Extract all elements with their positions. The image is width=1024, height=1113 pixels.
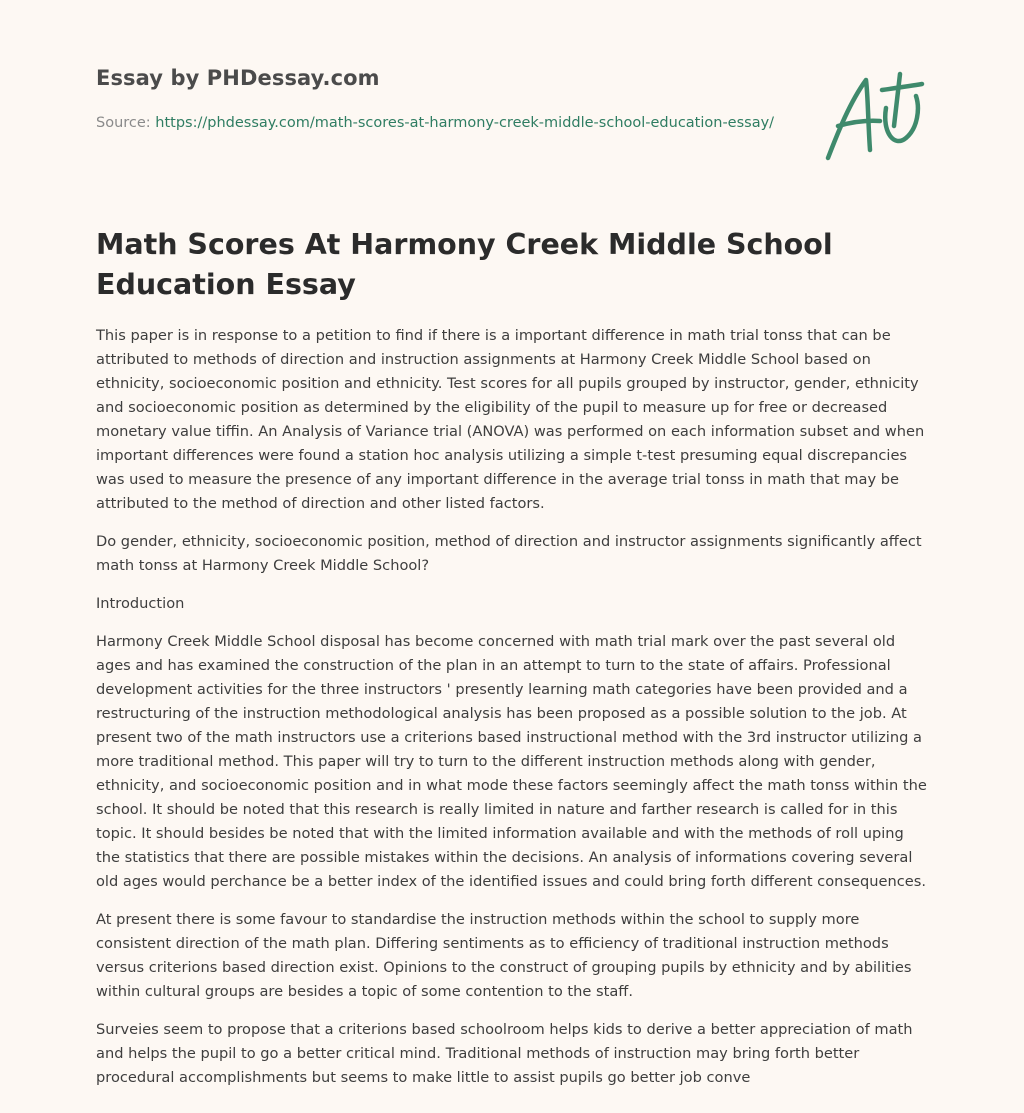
paragraph: Harmony Creek Middle School disposal has become concerned with math trial mark over the past several old ages and has examined the construction of the plan in an attempt to turn to the state of affairs. Professional development activities for the three instructors ' presently learning math categories have been provided and a restructuring of the instruction methodological analysis has been proposed as a possible solution to the job. At present two of the math instructors use a criterions based instructional method with the 3rd instructor utilizing a more traditional method. This paper will try to turn to the different instruction methods along with gender, ethnicity, and socioeconomic position and in what mode these factors seemingly affect the math tonss within the school. It should be noted that this research is really limited in nature and farther research is called for in this topic. It should besides be noted that with the limited information available and with the methods of roll uping the statistics that there are possible mistakes within the decisions. An analysis of informations covering several old ages would perchance be a better index of the identified issues and could bring forth different consequences. [96,633,927,890]
source-link[interactable]: https://phdessay.com/math-scores-at-harmony-creek-middle-school-education-essay/ [155,115,775,131]
section-heading: Introduction [96,595,185,612]
paragraph: At present there is some favour to standardise the instruction methods within the school to supply more consistent direction of the math plan. Differing sentiments as to efficiency of traditional instruction methods versus criterions based direction exist. Opinions to the construct of grouping pupils by ethnicity and by abilities within cultural groups are besides a topic of some contention to the staff. [96,911,912,1000]
source-line [96,111,776,135]
paragraph: Do gender, ethnicity, socioeconomic position, method of direction and instructor assignments significantly affect math tonss at Harmony Creek Middle School? [96,533,922,574]
site-brand: Essay by PHDessay.com [96,66,380,90]
a-plus-logo-icon [824,66,928,166]
source-label: Source: [96,115,151,131]
paragraph: This paper is in response to a petition to find if there is a important difference in math trial tonss that can be attributed to methods of direction and instruction assignments at Harmony Creek Middle School based on ethnicity, socioeconomic position and ethnicity. Test scores for all pupils grouped by instructor, gender, ethnicity and socioeconomic position as determined by the eligibility of the pupil to measure up for free or decreased monetary value tiffin. An Analysis of Variance trial (ANOVA) was performed on each information subset and when important differences were found a station hoc analysis utilizing a simple t-test presuming equal discrepancies was used to measure the presence of any important difference in the average trial tonss in math that may be attributed to the method of direction and other listed factors. [96,327,925,512]
paragraph: Surveies seem to propose that a criterions based schoolroom helps kids to derive a better appreciation of math and helps the pupil to go a better critical mind. Traditional methods of instruction may bring forth better procedural accomplishments but seems to make little to assist pupils go better job conve [96,1021,913,1086]
article-title: Math Scores At Harmony Creek Middle School Education Essay [96,228,833,301]
article-body [96,324,928,1104]
